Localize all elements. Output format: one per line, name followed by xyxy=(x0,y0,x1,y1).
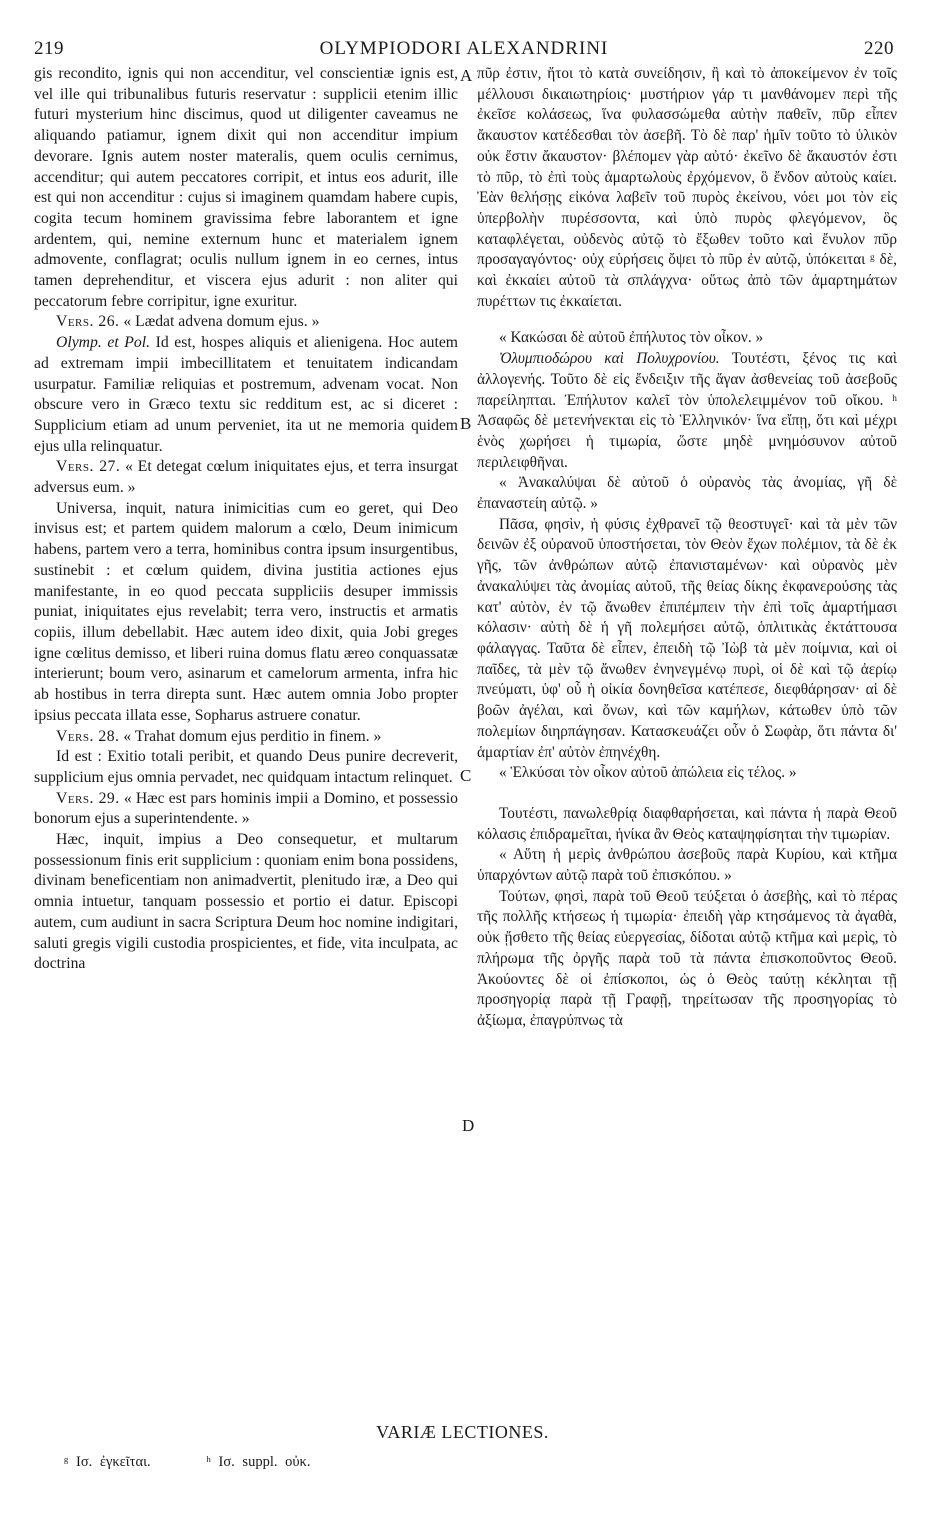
greek-column xyxy=(477,64,897,1032)
verse-label: Vers. 28. xyxy=(56,727,120,745)
running-title: OLYMPIODORI ALEXANDRINI xyxy=(319,38,609,59)
verse-label: Vers. 26. xyxy=(56,313,120,331)
latin-paragraph: gis recondito, ignis qui non accenditur, vel conscientiæ ignis est, vel ille qui tribunalibus futuris reservatur : supplicii etenim illic futuri mysterium hinc discimus, quod ut diligenter caveamus ne aliquando patiamur, ignem dixit qui non accenditur impium devorare. Ignis autem noster materalis, quem oculis cernimus, accenditur; qui autem peccatores corripit, et intus eos adurit, ille est qui non accenditur : cujus si imaginem quamdam habere cupis, cogita tecum hominem gravissima febre laborantem et igne ardentem, qui, nemine externum hunc et materialem ignem admovente, conflagrat; oculis nullum ignem in eo cernes, intus tamen deprehenditur, et viscera ejus adurit : non aliter qui peccatorum febre corripitur, igne exuritur. xyxy=(34,65,458,310)
section-marker-d: D xyxy=(462,1116,475,1135)
greek-paragraph xyxy=(477,349,897,473)
verse-28-latin xyxy=(34,727,458,748)
verse-27-greek: « Ἀνακαλύψαι δὲ αὐτοῦ ὁ οὐρανὸς τὰς ἀνομίας, γῆ δὲ ἐπαναστείη αὐτῷ. » xyxy=(477,474,897,513)
verse-29-latin xyxy=(34,789,458,830)
right-page-number: 220 xyxy=(864,38,894,59)
footnotes xyxy=(64,1454,358,1471)
greek-paragraph: πῦρ ἐστιν, ἤτοι τὸ κατὰ συνείδησιν, ἢ καὶ τὸ ἀποκείμενον ἐν τοῖς μέλλουσι δικαιωτηρίοις· μυστήριον γάρ τι μανθάνομεν περὶ τῆς ἐκεῖσε κολάσεως, ἵνα φυλασσώμεθα αὐτὴν παθεῖν, πῦρ εἶπεν ἄκαυστον κατέδεσθαι τὸν ἀσεβῆ. Τὸ δὲ παρ' ἡμῖν τοῦτο τὸ ὑλικὸν οὐκ ἔστιν ἄκαυστον· βλέπομεν γὰρ αὐτό· ἐκεῖνο δὲ ἄκαυστόν ἐστι τὸ πῦρ, τὸ ἐπὶ τοὺς ἁμαρτωλοὺς ἐρχόμενον, ὃ ἔνδον αὐτοὺς καίει. Ἐὰν θελήσῃς εἰκόνα λαβεῖν τοῦ πυρὸς ἐκείνου, νόει μοι τὸν εἰς ὑπερβολὴν πυρέσσοντα, καὶ ὑπὸ πυρὸς φλεγόμενον, ὃς καταφλέγεται, οὐδενὸς αὐτῷ τὸ ἔξωθεν τοῦτο καὶ ἔνυλον πῦρ προσαγαγόντος· οὐχ εὑρήσεις ὄψει τὸ πῦρ ἐν αὐτῷ, ὑπόκειται ᵍ δὲ, καὶ ἐκκαίει αὐτοῦ τὰ σπλάγχνα· οὕτως ἀπὸ τῶν ἁμαρτημάτων πυρέττων τις ἐκκαίεται. xyxy=(477,65,897,310)
latin-column xyxy=(34,64,458,975)
greek-paragraph: Τουτέστι, πανωλεθρίᾳ διαφθαρήσεται, καὶ πάντα ἡ παρὰ Θεοῦ κόλασις ἐπιδραμεῖται, ἡνίκα ἂν Θεὸς καταψηφίσηται τὴν τιμωρίαν. xyxy=(477,804,897,843)
greek-paragraph: Τούτων, φησὶ, παρὰ τοῦ Θεοῦ τεύξεται ὁ ἀσεβὴς, καὶ τὸ πέρας τῆς πολλῆς κτήσεως ἡ τιμωρία· ἐπειδὴ γὰρ κτησάμενος τὰ ἀγαθὰ, οὐκ ᾔσθετο τῆς θείας εὐεργεσίας, δίδοται αὐτῷ κτῆμα καὶ μερὶς, τὸ πλήρωμα τῆς ὀργῆς παρὰ τοῦ τὰ πάντα ἐπισκοποῦντος Θεοῦ. Ἀκούοντες δὲ οἱ ἐπίσκοποι, ὡς ὁ Θεὸς ταύτῃ κέκληται τῇ προσηγορίᾳ παρὰ τῇ Γραφῇ, τηρείτωσαν τῆς προσηγορίας τὸ ἀξίωμα, ἐπαγρύπνως τὰ xyxy=(477,887,897,1029)
section-marker-b: B xyxy=(460,414,472,433)
verse-text: « Trahat domum ejus perditio in finem. » xyxy=(123,727,382,745)
verse-text: « Hæc est pars hominis impii a Domino, et possessio bonorum ejus a superintendente. » xyxy=(34,789,458,828)
verse-26-greek: « Κακώσαι δὲ αὐτοῦ ἐπήλυτος τὸν οἶκον. » xyxy=(499,329,764,347)
greek-paragraph: Πᾶσα, φησὶν, ἡ φύσις ἐχθρανεῖ τῷ θεοστυγεῖ· καὶ τὰ μὲν τῶν δεινῶν ἐξ οὐρανοῦ ὑποστήσεται, τὸν Θεὸν ἔχων πολέμιον, τὰ δὲ ἐκ γῆς, τῶν ἀνθρώπων αὐτῷ ἐπανισταμένων· καὶ οὐρανὸς μὲν ἀνακαλύψει τὰς ἀνομίας αὐτοῦ, τῆς θείας δίκης ἐκφανερούσης τὰς κατ' αὐτὸν, ἐν τῷ ἄνωθεν ἐπιπέμπειν τὴν ἐπὶ τοῖς ἁμαρτήμασι κόλασιν· αὐτὴ δὲ ἡ γῆ πολεμήσει αὐτῷ, ὁπλιτικὰς ἐκτάττουσα φάλαγγας. Ταῦτα δὲ εἶπεν, ἐπειδὴ τῷ Ἰὼβ τὰ μὲν ποίμνια, καὶ οἱ παῖδες, τὰ μὲν τῷ ἄνωθεν ἐνηνεγμένῳ πυρὶ, οἱ δὲ καὶ τῷ ἀερίῳ πνεύματι, ὑφ' οὗ ἡ οἰκία δονηθεῖσα κατέπεσε, διεφθάρησαν· αἱ δὲ βοῶν ἀγέλαι, καὶ ὄνων, καὶ τῶν καμήλων, κάτωθεν ὑπὸ τῶν πολεμίων διηρπάγησαν. Κατασκευάζει οὖν ὁ Σωφὰρ, ὅτι πάντα δι' ἁμαρτίαν ἐπ' αὐτὸν ἐπηνέχθη. xyxy=(477,515,897,761)
verse-label: Vers. 29. xyxy=(56,789,120,807)
variae-lectiones-heading: VARIÆ LECTIONES. xyxy=(376,1422,549,1442)
latin-paragraph-text: Id est, hospes aliquis et alienigena. Hoc autem ad extremam impii imbecillitatem et tenuitatem indicandam usurpatur. Familiæ reliquias et postremum, advenam vocat. Non obscure vero in Græco textu sic redditum est, ac si diceret : Supplicium etiam ad unum perveniet, ita ut ne memoria quidem ejus ulla relinquatur. xyxy=(34,334,458,455)
latin-paragraph xyxy=(34,333,458,457)
left-page-number: 219 xyxy=(34,38,64,59)
verse-28-greek: « Ἑλκύσαι τὸν οἶκον αὐτοῦ ἀπώλεια εἰς τέλος. » xyxy=(499,764,797,782)
latin-paragraph: Hæc, inquit, impius a Deo consequetur, et multarum possessionum finis erit supplicium : quoniam enim bona possidens, divinam beneficentiam non animadvertit, plenitudo iræ, a Deo qui omnia intuetur, tanquam possessio et portio ei datur. Episcopi autem, cum audiunt in sacra Scriptura Deum hoc nomine indigitari, saluti gregis vigili custodia prospicientes, et fide, vita inculpata, ac doctrina xyxy=(34,831,458,973)
footnote-h: ʰ Ισ. suppl. οὐκ. xyxy=(206,1454,311,1470)
section-marker-a: A xyxy=(460,66,473,85)
commentator-attribution: Ὀλυμπιοδώρου καὶ Πολυχρονίου. xyxy=(499,350,720,368)
verse-29-greek: « Αὕτη ἡ μερὶς ἀνθρώπου ἀσεβοῦς παρὰ Κυρίου, καὶ κτῆμα ὑπαρχόντων αὐτῷ παρὰ τοῦ ἐπισκόπου. » xyxy=(477,846,897,885)
greek-paragraph-text: Τουτέστι, ξένος τις καὶ ἀλλογενής. Τοῦτο δὲ εἰς ἔνδειξιν τῆς ἄγαν ἀσθενείας τοῦ ἀσεβοῦς παρείληπται. Ἐπήλυτον καλεῖ τὸν ὑπολελειμμένον τοῦ οἴκου. ʰ Ἀσαφῶς δὲ μετενήνεκται εἰς τὸ Ἑλληνικόν· ἵνα εἴπῃ, ὅτι καὶ μέχρι ἑνὸς χωρήσει ἡ τιμωρία, ὥστε μηδὲ μνημόσυνον αὐτοῦ περιλειφθῆναι. xyxy=(477,350,897,471)
footnote-g: ᵍ Ισ. ἐγκεῖται. xyxy=(64,1454,151,1470)
verse-26-latin xyxy=(34,312,458,333)
verse-label: Vers. 27. xyxy=(56,458,121,476)
section-marker-c: C xyxy=(460,766,472,785)
latin-paragraph: Id est : Exitio totali peribit, et quando Deus punire decreverit, supplicium ejus omnia pervadet, nec quidquam intactum relinquet. xyxy=(34,748,458,786)
latin-paragraph: Universa, inquit, natura inimicitias cum eo geret, qui Deo invisus est; et partem quidem malorum a cœlo, Deum inimicum habens, partem vero a terra, hominibus contra ipsum insurgentibus, sustinebit : et cœlum quidem, divina justitia actiones ejus manifestante, in eo quod peccata suppliciis desuper immissis puniat, iniquitates ejus revelabit; terra vero, instructis et armatis copiis, illum debellabit. Hæc autem ideo dixit, quia Jobi greges igne cœlitus demisso, et liberi ruina domus flatu æreo conquassatæ interierunt; boum vero, asinarum et camelorum armenta, infra hic ab hostibus in terra direpta sunt. Hæc autem omnia Jobo propter ipsius peccata illata esse, Sopharus astruere conatur. xyxy=(34,499,458,724)
verse-text: « Et detegat cœlum iniquitates ejus, et terra insurgat adversus eum. » xyxy=(34,458,458,497)
verse-27-latin xyxy=(34,457,458,498)
verse-text: « Lædat advena domum ejus. » xyxy=(123,313,320,331)
commentator-attribution: Olymp. et Pol. xyxy=(56,334,150,352)
